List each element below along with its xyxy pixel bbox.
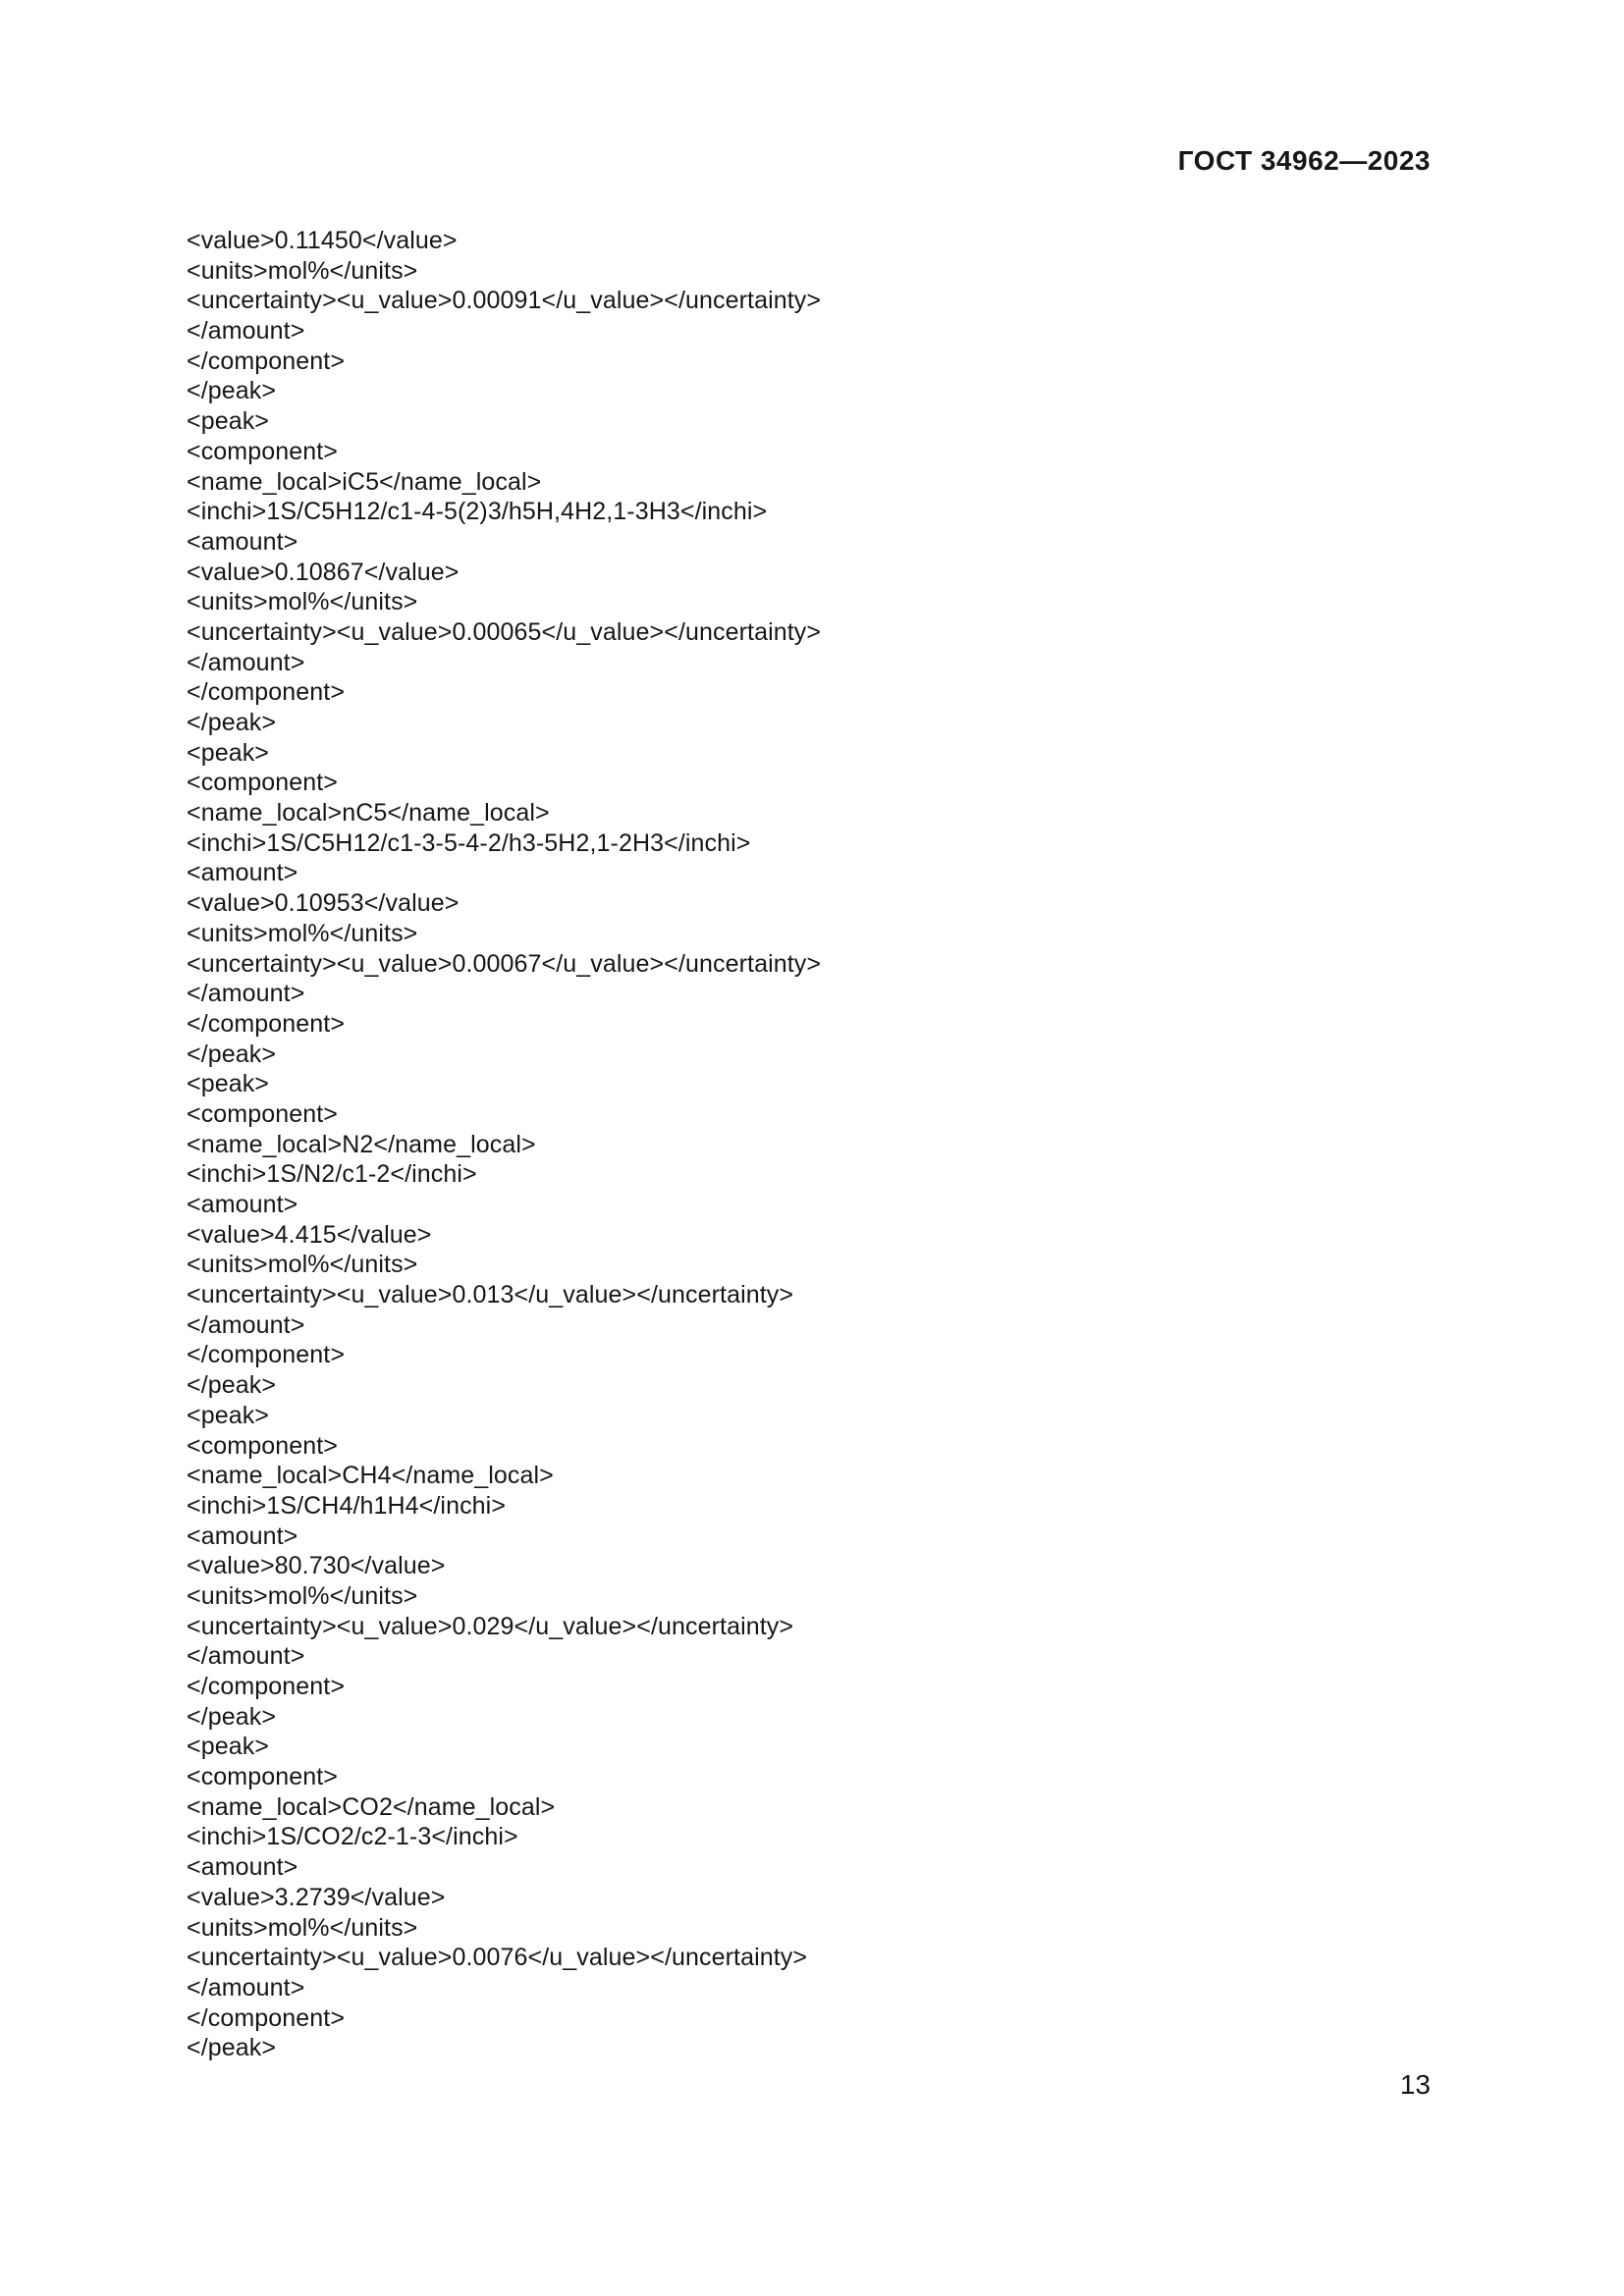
code-line: </component> [187, 1673, 346, 1700]
code-line: <component> [187, 1763, 338, 1791]
code-line: <component> [187, 437, 338, 465]
code-line: </peak> [187, 1702, 277, 1731]
code-line: </peak> [187, 1040, 277, 1068]
code-line: <inchi>1S/C5H12/c1-4-5(2)3/h5H,4H2,1-3H3</inchi> [187, 498, 768, 526]
code-line: </amount> [187, 1642, 305, 1671]
code-line: </component> [187, 347, 346, 375]
code-line: <component> [187, 1431, 338, 1460]
code-line: </component> [187, 1009, 346, 1038]
code-line: </peak> [187, 2034, 277, 2062]
code-line: <uncertainty><u_value>0.00067</u_value></uncertainty> [187, 949, 822, 978]
code-line: <name_local>CO2</name_local> [187, 1792, 556, 1821]
code-line: <units>mol%</units> [187, 919, 418, 947]
code-line: <inchi>1S/N2/c1-2</inchi> [187, 1160, 477, 1189]
code-line: <uncertainty><u_value>0.029</u_value></uncertainty> [187, 1612, 794, 1640]
page-number: 13 [1399, 2069, 1431, 2100]
code-line: </component> [187, 2003, 346, 2032]
code-line: <peak> [187, 1401, 270, 1429]
code-line: </amount> [187, 317, 305, 346]
code-line: </peak> [187, 1371, 277, 1400]
code-line: <value>0.10867</value> [187, 558, 460, 586]
code-line: <amount> [187, 1522, 298, 1550]
code-line: <inchi>1S/C5H12/c1-3-5-4-2/h3-5H2,1-2H3</inchi> [187, 828, 751, 857]
code-line: <amount> [187, 1853, 298, 1882]
code-line: <units>mol%</units> [187, 1581, 418, 1610]
code-line: <peak> [187, 1070, 270, 1098]
code-line: <value>4.415</value> [187, 1220, 432, 1249]
code-line: </amount> [187, 980, 305, 1008]
code-line: <name_local>iC5</name_local> [187, 467, 542, 496]
code-line: <amount> [187, 527, 298, 556]
code-line: <amount> [187, 859, 298, 887]
code-line: <units>mol%</units> [187, 1251, 418, 1279]
code-line: </component> [187, 678, 346, 707]
code-line: <units>mol%</units> [187, 1913, 418, 1942]
code-line: </amount> [187, 1973, 305, 2002]
standard-number-header: ГОСТ 34962—2023 [1177, 145, 1431, 176]
code-line: <name_local>nC5</name_local> [187, 799, 550, 828]
code-line: <inchi>1S/CO2/c2-1-3</inchi> [187, 1823, 518, 1851]
code-line: </amount> [187, 648, 305, 676]
xml-code-block [187, 226, 1506, 2063]
code-line: </peak> [187, 377, 277, 405]
code-line: <peak> [187, 1733, 270, 1761]
code-line: <value>0.10953</value> [187, 889, 460, 918]
code-line: <name_local>CH4</name_local> [187, 1462, 554, 1490]
code-line: <component> [187, 1099, 338, 1128]
code-line: <uncertainty><u_value>0.00091</u_value></uncertainty> [187, 287, 822, 315]
code-line: <value>3.2739</value> [187, 1883, 446, 1911]
code-line: </component> [187, 1341, 346, 1369]
code-line: <uncertainty><u_value>0.0076</u_value></uncertainty> [187, 1944, 808, 1972]
code-line: </amount> [187, 1310, 305, 1339]
code-line: <peak> [187, 407, 270, 436]
code-line: <value>0.11450</value> [187, 227, 458, 254]
code-line: <peak> [187, 738, 270, 767]
code-line: <value>80.730</value> [187, 1552, 446, 1580]
code-line: <uncertainty><u_value>0.013</u_value></uncertainty> [187, 1281, 794, 1309]
code-line: <uncertainty><u_value>0.00065</u_value></uncertainty> [187, 617, 822, 646]
code-line: <component> [187, 769, 338, 797]
code-line: <units>mol%</units> [187, 588, 418, 616]
code-line: <amount> [187, 1191, 298, 1218]
code-line: <name_local>N2</name_local> [187, 1130, 536, 1158]
code-line: <units>mol%</units> [187, 256, 418, 285]
code-line: <inchi>1S/CH4/h1H4</inchi> [187, 1491, 507, 1520]
code-line: </peak> [187, 709, 277, 736]
